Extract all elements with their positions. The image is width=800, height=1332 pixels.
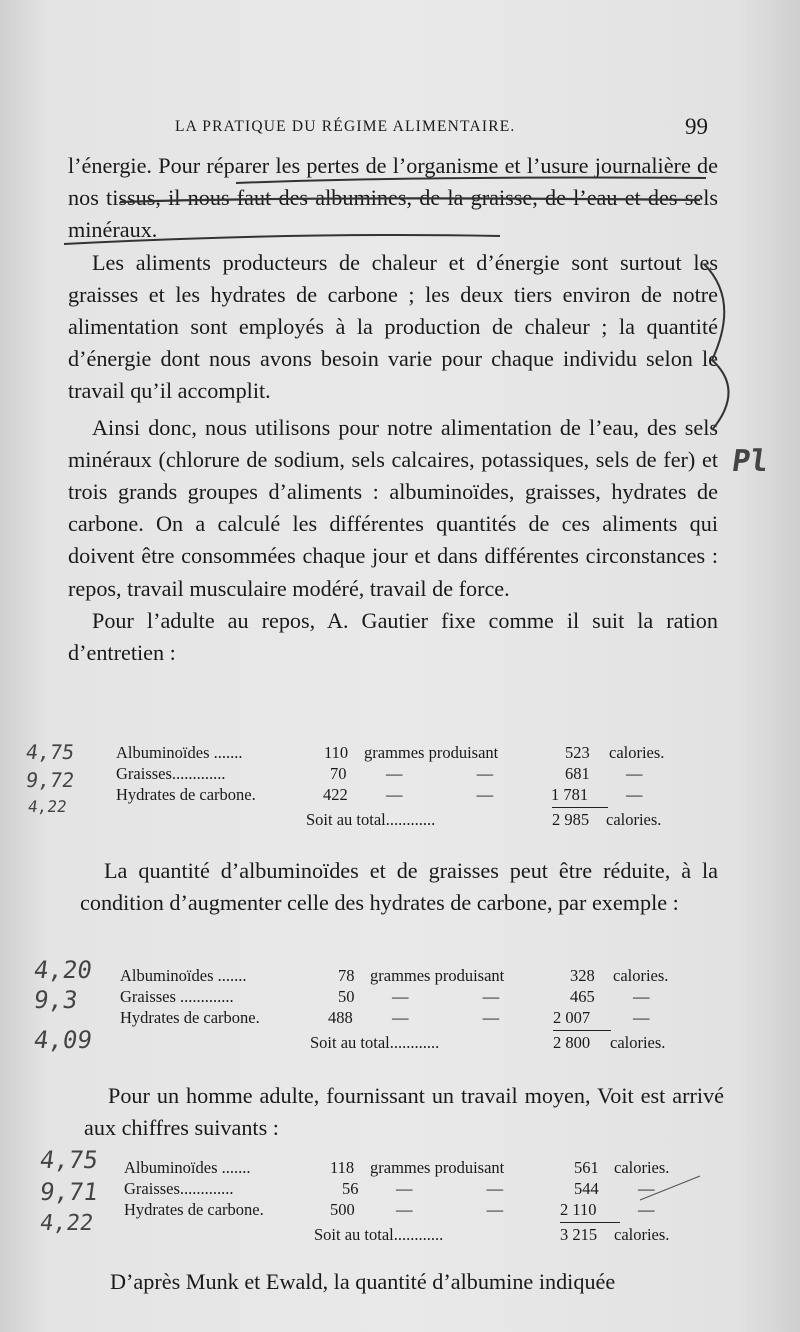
underline-mark [236, 178, 706, 183]
table-row: Albuminoïdes ....... 78 grammes produisant 328 calories. [120, 966, 669, 985]
tick-mark [640, 1176, 700, 1200]
handwritten-note: 4,75 [24, 740, 76, 764]
table-total: Soit au total............ 2 800 calories. [310, 1033, 666, 1052]
paragraph-6: Pour un homme adulte, fournissant un travail moyen, Voit est arrivé aux chiffres suivants : [84, 1083, 724, 1141]
handwritten-note: 4,22 [26, 797, 68, 816]
paragraph-1: l’énergie. Pour réparer les pertes de l’organisme et l’usure journalière de nos tissus, il nous faut des albumines, de la graisse, de l’eau et des sels minéraux. [68, 153, 718, 243]
table-row: Hydrates de carbone. 422 — — 1 781 — [116, 785, 643, 804]
table-row: Albuminoïdes ....... 118 grammes produisant 561 calories. [124, 1158, 670, 1177]
table-row: Albuminoïdes ....... 110 grammes produisant 523 calories. [116, 743, 665, 762]
handwritten-note: 4,20 [32, 956, 94, 984]
handwritten-note: 4,75 [38, 1146, 100, 1174]
table-row: Hydrates de carbone. 488 — — 2 007 — [120, 1008, 650, 1027]
handwritten-note: 4,09 [32, 1026, 94, 1054]
paragraph-2: Les aliments producteurs de chaleur et d’énergie sont surtout les graisses et les hydrates de carbone ; les deux tiers environ de notre alimentation sont employés à la production de chaleur ; la quantité d’énergie dont nous avons besoin varie pour chaque individu selon le travail qu’il accomplit. [68, 249, 718, 404]
strike-mark [120, 198, 700, 202]
table-row: Graisses............. 70 — — 681 — [116, 764, 643, 783]
table-row: Graisses ............. 50 — — 465 — [120, 987, 650, 1006]
table-row: Hydrates de carbone. 500 — — 2 110 — [124, 1200, 655, 1219]
header-title: LA PRATIQUE DU RÉGIME ALIMENTAIRE. [175, 118, 516, 135]
handwritten-note: 4,22 [38, 1211, 95, 1236]
handwritten-note: 9,72 [24, 768, 76, 792]
handwritten-note: 9,3 [32, 986, 80, 1014]
underline-mark [64, 235, 500, 244]
paragraph-7: D’après Munk et Ewald, la quantité d’albumine indiquée [110, 1269, 616, 1294]
table-row: Graisses............. 56 — — 544 — [124, 1179, 655, 1198]
paragraph-4: Pour l’adulte au repos, A. Gautier fixe comme il suit la ration d’entretien : [68, 607, 718, 666]
table-total: Soit au total............ 3 215 calories. [314, 1225, 670, 1244]
handwritten-note: 9,71 [38, 1178, 100, 1206]
margin-initials: Pl [729, 444, 771, 479]
bracket-mark [704, 264, 729, 430]
paragraph-5: La quantité d’albuminoïdes et de graisses peut être réduite, à la condition d’augmenter celle des hydrates de carbone, par exemple : [80, 858, 718, 916]
table-total: Soit au total............ 2 985 calories. [306, 810, 662, 829]
page-number: 99 [685, 114, 708, 139]
paragraph-3: Ainsi donc, nous utilisons pour notre alimentation de l’eau, des sels minéraux (chlorure de sodium, sels calcaires, potassiques, sels de fer) et trois grands groupes d’aliments : albuminoïdes, graisses, hydrates de carbone. On a calculé les différentes quantités de ces aliments qui doivent être consommées chaque jour et dans différentes circonstances : repos, travail musculaire modéré, travail de force. [68, 414, 718, 601]
